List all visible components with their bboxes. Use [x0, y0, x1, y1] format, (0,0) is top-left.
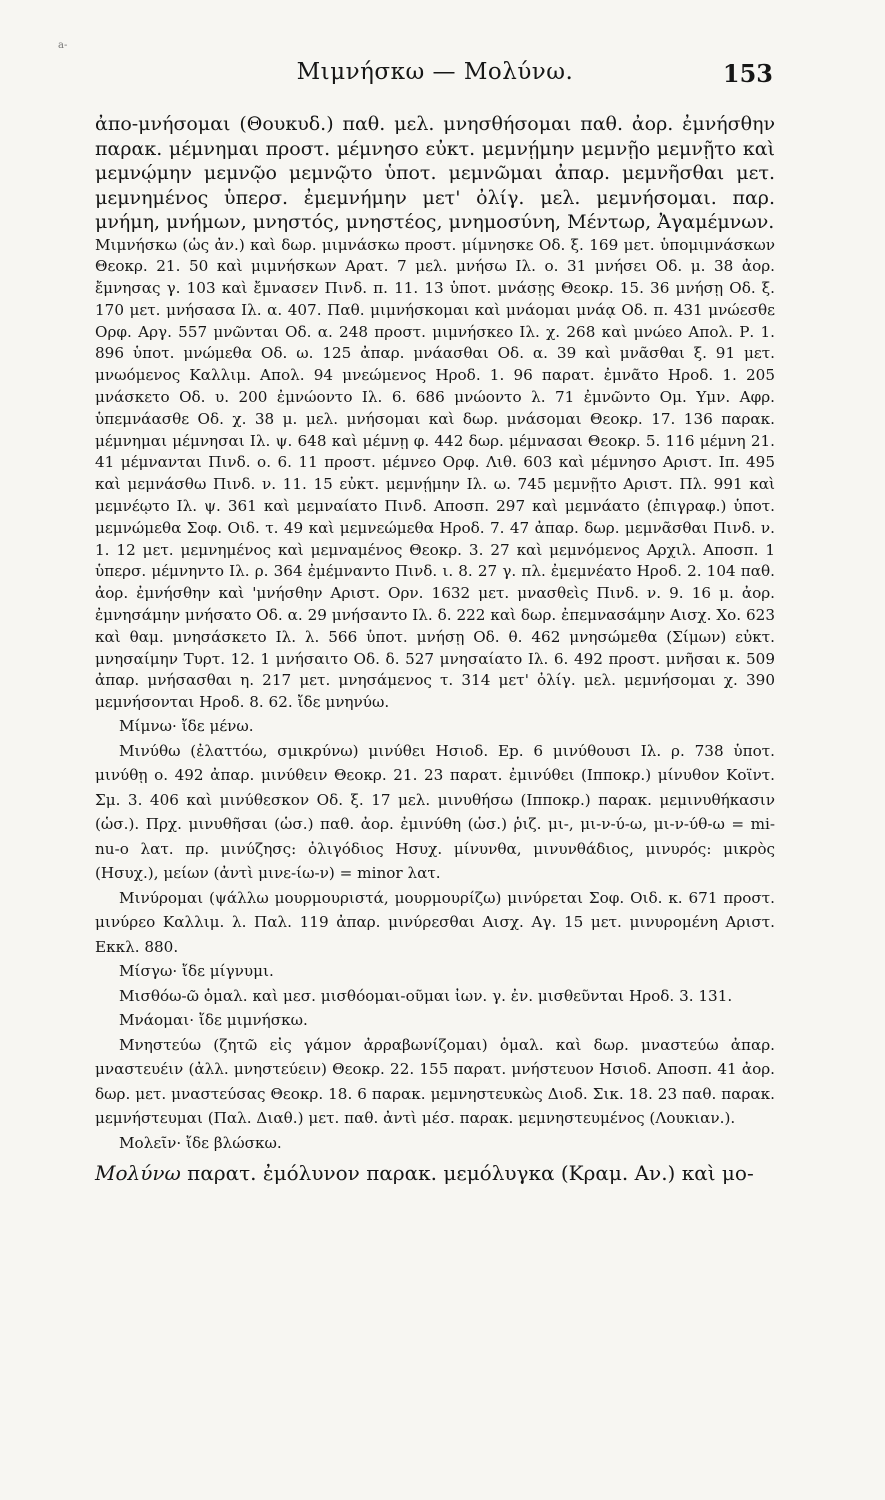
- entry-misthoo: Μισθόω-ῶ ὁμαλ. καὶ μεσ. μισθόομαι-οῦμαι ἰων. γ. ἐν. μισθεῦνται Ηροδ. 3. 131.: [119, 986, 733, 1005]
- margin-mark: a-: [58, 40, 68, 51]
- paragraph-intro: ἀπο-μνήσομαι (Θουκυδ.) παθ. μελ. μνησθήσομαι παθ. ἀορ. ἐμνήσθην παρακ. μέμνημαι προστ. μέμνησο εὐκτ. μεμνῄμην μεμνῇο μεμνῇτο καὶ μεμνῴμην μεμνῷο μεμνῷτο ὑποτ. μεμνῶμαι ἀπαρ. μεμνῆσθαι μετ. μεμνημένος ὑπερσ. ἐμεμνήμην μετ' ὀλίγ. μελ. μεμνήσομαι. παρ. μνήμη, μνήμων, μνηστός, μνηστέος, μνημοσύνη, Μέντωρ, Ἀγαμέμνων.: [95, 113, 775, 233]
- page-title: Μιμνήσκω — Μολύνω.: [296, 59, 574, 85]
- entry-mimnesko: Μιμνήσκω (ὡς ἀν.) καὶ δωρ. μιμνάσκω προστ. μίμνησκε Οδ. ξ. 169 μετ. ὑπομιμνάσκων Θεοκρ. 21. 50 καὶ μιμνήσκων Αρατ. 7 μελ. μνήσω Ιλ. ο. 31 μνήσει Οδ. μ. 38 ἀορ. ἔμνησας γ. 103 καὶ ἔμνασεν Πινδ. π. 11. 13 ὑποτ. μνάσῃς Θεοκρ. 15. 36 μνήσῃ Οδ. ξ. 170 μετ. μνήσασα Ιλ. α. 407. Παθ. μιμνήσκομαι καὶ μνάομαι μνάᾳ Οδ. π. 431 μνώεσθε Ορφ. Αργ. 557 μνῶνται Οδ. α. 248 προστ. μιμνήσκεο Ιλ. χ. 268 καὶ μνώεο Απολ. Ρ. 1. 896 ὑποτ. μνώμεθα Οδ. ω. 125 ἀπαρ. μνάασθαι Οδ. α. 39 καὶ μνᾶσθαι ξ. 91 μετ. μνωόμενος Καλλιμ. Απολ. 94 μνεώμενος Ηροδ. 1. 96 παρατ. ἐμνᾶτο Ηροδ. 1. 205 μνάσκετο Οδ. υ. 200 ἐμνώοντο Ιλ. 6. 686 μνώοντο λ. 71 ἐμνῶντο Ομ. Υμν. Αφρ. ὑπεμνάασθε Οδ. χ. 38 μ. μελ. μνήσομαι καὶ δωρ. μνάσομαι Θεοκρ. 17. 136 παρακ. μέμνημαι μέμνησαι Ιλ. ψ. 648 καὶ μέμνῃ φ. 442 δωρ. μέμνασαι Θεοκρ. 5. 116 μέμνη 21. 41 μέμνανται Πινδ. ο. 6. 11 προστ. μέμνεο Ορφ. Λιθ. 603 καὶ μέμνησο Αριστ. Ιπ. 495 καὶ μεμνάσθω Πινδ. ν. 11. 15 εὐκτ. μεμνῄμην Ιλ. ω. 745 μεμνῇτο Αριστ. Πλ. 991 καὶ μεμνέῳτο Ιλ. ψ. 361 καὶ μεμναίατο Πινδ. Αποσπ. 297 καὶ μεμνάατο (ἐπιγραφ.) ὑποτ. μεμνώμεθα Σοφ. Οιδ. τ. 49 καὶ μεμνεώμεθα Ηροδ. 7. 47 ἀπαρ. δωρ. μεμνᾶσθαι Πινδ. ν. 1. 12 μετ. μεμνημένος καὶ μεμναμένος Θεοκρ. 3. 27 καὶ μεμνόμενος Αρχιλ. Αποσπ. 1 ὑπερσ. μέμνηντο Ιλ. ρ. 364 ἐμέμναντο Πινδ. ι. 8. 27 γ. πλ. ἐμεμνέατο Ηροδ. 2. 104 παθ. ἀορ. ἐμνήσθην καὶ 'μνήσθην Αριστ. Ορν. 1632 μετ. μνασθεὶς Πινδ. ν. 9. 16 μ. ἀορ. ἐμνησάμην μνήσατο Οδ. α. 29 μνήσαντο Ιλ. δ. 222 καὶ δωρ. ἐπεμνασάμην Αισχ. Χο. 623 καὶ θαμ. μνησάσκετο Ιλ. λ. 566 ὑποτ. μνήσῃ Οδ. θ. 462 μνησώμεθα (Σίμων) εὐκτ. μνησαίμην Τυρτ. 12. 1 μνήσαιτο Οδ. δ. 527 μνησαίατο Ιλ. 6. 492 προστ. μνῆσαι κ. 509 ἀπαρ. μνήσασθαι η. 217 μετ. μνησάμενος τ. 314 μετ' ὀλίγ. μελ. μεμνήσομαι χ. 390 μεμνήσονται Ηροδ. 8. 62. ἴδε μνηνύω.: [95, 235, 775, 712]
- entry-molyno-text: παρατ. ἐμόλυνον παρακ. μεμόλυγκα (Κραμ. Αν.) καὶ μο-: [180, 1161, 754, 1186]
- headword-molyno: Μολύνω: [95, 1161, 181, 1186]
- entry-mimno: Μίμνω· ἴδε μένω.: [119, 717, 254, 736]
- entry-mnaomai: Μνάομαι· ἴδε μιμνήσκω.: [119, 1011, 308, 1030]
- entry-minytho: Μινύθω (ἐλαττόω, σμικρύνω) μινύθει Ησιοδ. Εp. 6 μινύθουσι Ιλ. ρ. 738 ὑποτ. μινύθῃ ο. 492 ἀπαρ. μινύθειν Θεοκρ. 21. 23 παρατ. ἐμινύθει (Ιπποκρ.) μίνυθον Κοϊντ. Σμ. 3. 406 καὶ μινύθεσκον Οδ. ξ. 17 μελ. μινυθήσω (Ιπποκρ.) παρακ. μεμινυθήκασιν (ὡσ.). Πρχ. μινυθῆσαι (ὡσ.) παθ. ἀορ. ἐμινύθη (ὡσ.) ῥιζ. μι-, μι-ν-ύ-ω, μι-ν-ύθ-ω = mi-nu-o λατ. πρ. μινύζησς: ὀλιγόδιος Ησυχ. μίνυνθα, μινυνθάδιος, μινυρός: μικρὸς (Ησυχ.), μείων (ἀντὶ μινε-ίω-ν) = minor λατ.: [95, 741, 775, 883]
- entry-mnesteuo: Μνηστεύω (ζητῶ εἰς γάμον ἀρραβωνίζομαι) ὁμαλ. καὶ δωρ. μναστεύω ἀπαρ. μναστευέιν (ἀλλ. μνηστεύειν) Θεοκρ. 22. 155 παρατ. μνήστευον Ησιοδ. Αποσπ. 41 ἀορ. δωρ. μετ. μναστεύσας Θεοκρ. 18. 6 παρακ. μεμνηστευκὼς Διοδ. Σικ. 18. 23 παθ. παρακ. μεμνήστευμαι (Παλ. Διαθ.) μετ. παθ. ἀντὶ μέσ. παρακ. μεμνηστευμένος (Λουκιαν.).: [95, 1035, 775, 1128]
- entry-molein: Μολεῖν· ἴδε βλώσκω.: [119, 1133, 282, 1152]
- page-body: [95, 112, 775, 1207]
- entry-molyno: [95, 1159, 775, 1187]
- entry-minyromai: Μινύρομαι (ψάλλω μουρμουριστά, μουρμουρίζω) μινύρεται Σοφ. Οιδ. κ. 671 προστ. μινύρεο Καλλιμ. λ. Παλ. 119 ἀπαρ. μινύρεσθαι Αισχ. Αγ. 15 μετ. μινυρομένη Αριστ. Εκκλ. 880.: [95, 888, 775, 956]
- running-header: [95, 55, 775, 95]
- page-number: 153: [722, 59, 773, 88]
- entry-misgo: Μίσγω· ἴδε μίγνυμι.: [119, 962, 274, 981]
